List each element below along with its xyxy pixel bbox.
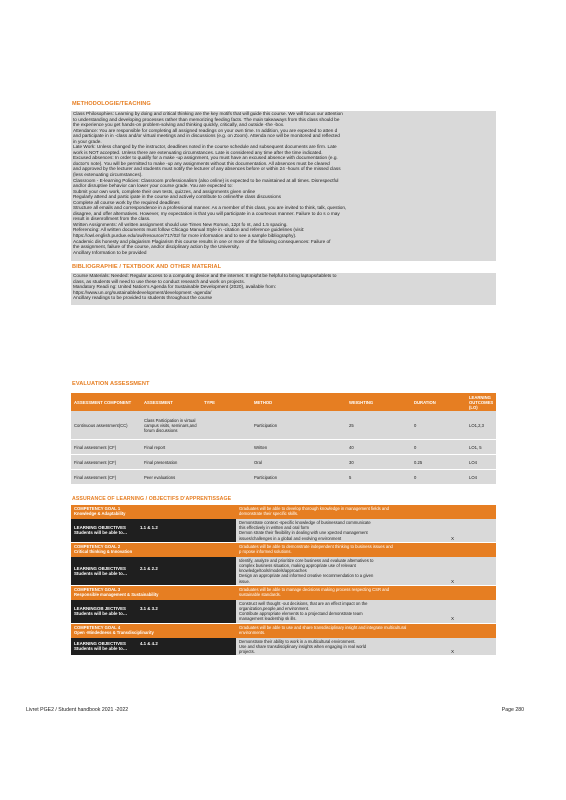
learning-title: ASSURANCE OF LEARNING / OBJECTIFS D'APPRENTISSAGE	[72, 496, 232, 502]
objective-description-line: Construct well thought -out decisions, that are an effect impact on the	[239, 600, 368, 606]
header-duration: DURATION	[411, 393, 466, 411]
header-component: ASSESSMENT COMPONENT	[71, 393, 141, 411]
objective-row	[71, 638, 496, 656]
methodology-line: Complete all course work by the required deadlines	[73, 199, 180, 205]
header-assessment: ASSESSMENT	[141, 393, 201, 411]
goal-cell	[71, 624, 236, 638]
bibliography-line: class, as students will need to use these to conduct research and work on projects.	[73, 278, 245, 284]
objective-description-line: this effectively in written and oral form	[239, 525, 309, 531]
objective-description-line: organization,people,and environment.	[239, 606, 310, 612]
bibliography-line: Course Materials: Needed: Regular access to a computing device and the internet. It might be helpful to bring laptops/tablets to	[73, 273, 337, 278]
objective-description-line: Demonstrate their ability to work in a multicultural environment.	[239, 638, 356, 644]
goal-description	[236, 586, 496, 600]
learning-objectives-table	[71, 505, 496, 656]
goal-row	[71, 505, 496, 519]
evaluation-row	[71, 440, 496, 455]
methodology-line: Academic dis honesty and plagiarism Plagiarism this course results in one or more of the following consequences: Failure of	[73, 238, 331, 244]
objective-numbers: 2.1 & 2.2	[139, 565, 158, 571]
goal-description	[236, 543, 496, 557]
objective-check: X	[448, 638, 496, 656]
methodology-line: the assignment, failure of the course, and/or disciplinary action by the University.	[73, 244, 240, 250]
methodology-line: disagree, and offer alternatives. However, my expectation is that you will participate in a courteous manner. Failure to do s o may	[73, 210, 340, 216]
methodology-line: and participate in in -class and/or virtual meetings and in discussions (e.g. on Zoom). Attenda nce will be monitored and reflected	[73, 133, 340, 139]
goal-description-line: Graduates will be able to develop thorough knowledge in management fields and	[239, 506, 389, 511]
evaluation-cell-assessment: Class Participation in virtual campus visits, seminars,and forum discussions	[141, 411, 201, 440]
methodology-line: Excused absences: In order to qualify for a make -up assignment, you must have an excused absence with documentation (e.g.	[73, 155, 338, 161]
evaluation-cell-lo: LO4	[466, 470, 496, 485]
row-separator-cell	[71, 655, 496, 656]
objective-sublabel: Students will be able to…	[74, 530, 128, 536]
evaluation-cell-type	[201, 411, 251, 440]
methodology-line: Attendance: You are responsible for completing all assigned readings on your own time. In addition, you are expected to atten d	[73, 127, 338, 133]
objective-row	[71, 519, 496, 542]
evaluation-cell-component: Final assessment (CF)	[71, 455, 141, 470]
objective-description-line: Demonstrate context -specific knowledge of businessand communicate	[239, 520, 371, 525]
methodology-line: Structure all emails and correspondence in a professional manner. As a member of this class, you are invited to think, talk, question,	[73, 205, 347, 211]
evaluation-cell-lo: LO1,2,3	[466, 411, 496, 440]
evaluation-cell-component: Continuous assessment(CC)	[71, 411, 141, 440]
goal-description-line: sustainable standards.	[239, 592, 281, 598]
evaluation-cell-duration: 0	[411, 470, 466, 485]
objective-description-line: issues/challenges in a global and evolving environment	[239, 535, 342, 541]
goal-label: COMPETENCY GOAL 4	[74, 624, 121, 630]
header-weighting: WEIGHTING	[346, 393, 411, 411]
methodology-line: doctor's note). You will be permitted to make -up any assignments without this documentation. All absences must be cleared	[73, 160, 330, 166]
bibliography-line: https://www.un.org/sustainabledevelopment/development -agenda/	[73, 289, 212, 295]
evaluation-row	[71, 470, 496, 485]
objective-label: LEARNING OBJECTIVES	[74, 641, 126, 647]
methodology-line: Referencing: All written documents must follow Chicago Manual Style in -citation and reference guidelines (visit:	[73, 227, 305, 233]
goal-description-line: p ropose informed solutions.	[239, 549, 292, 555]
objective-label-cell	[71, 519, 236, 542]
evaluation-cell-duration: 0.25	[411, 455, 466, 470]
methodology-line: and/or disruptive behavior can lower your course grade. You are expected to:	[73, 183, 233, 189]
methodology-line: to understanding and developing processes rather than memorizing feeding facts. The main takeaways from this class should be	[73, 116, 340, 122]
footer-left: Livret PGE2 / Student handbook 2021 -2022	[26, 707, 129, 713]
evaluation-cell-method: Written	[251, 440, 346, 455]
goal-subtitle: Knowledge & Adaptability	[74, 511, 126, 517]
objective-check: X	[448, 557, 496, 585]
header-type: TYPE	[201, 393, 251, 411]
goal-subtitle: Critical thinking & Innovation	[74, 549, 133, 555]
evaluation-cell-method: Participation	[251, 470, 346, 485]
objective-check: X	[448, 600, 496, 623]
objective-description-line: projects.	[239, 649, 255, 655]
objective-description	[236, 600, 448, 623]
evaluation-cell-assessment: Final presentation	[141, 455, 201, 470]
goal-description-line: Graduates will be able to demonstrate independent thinking to business issues and	[239, 543, 393, 549]
evaluation-cell-duration: 0	[411, 440, 466, 455]
objective-description	[236, 519, 448, 542]
objective-sublabel: Students will be able to…	[74, 611, 128, 617]
methodology-line: and approved by the lecturer and students must notify the lecturer of any absences before or within 24 -hours of the missed class	[73, 166, 341, 172]
objective-numbers: 4.1 & 4.2	[139, 641, 158, 647]
goal-row	[71, 624, 496, 638]
evaluation-cell-weight: 5	[346, 470, 411, 485]
evaluation-cell-assessment: Peer evaluations	[141, 470, 201, 485]
goal-subtitle: Responsible management & Sustainability	[74, 592, 159, 598]
methodology-line: (less extenuating circumstances).	[73, 172, 143, 178]
methodology-title: METHODOLOGIE/TEACHING	[72, 101, 151, 107]
objective-description-line: Identify, analyze and prioritize core business and evaluate alternatives to	[239, 557, 374, 563]
evaluation-row	[71, 455, 496, 470]
evaluation-title: EVALUATION ASSESSMENT	[72, 381, 150, 387]
objective-sublabel: Students will be able to…	[74, 646, 128, 652]
methodology-line: https://owl.english.purdue.edu/owl/resource/717/02/ for more information and to see a sample bibliography).	[73, 233, 297, 239]
objective-label: LEARNING OBJECTIVES	[74, 525, 126, 531]
evaluation-cell-type	[201, 440, 251, 455]
objective-description-line: issue.	[239, 578, 250, 584]
methodology-line: the experience you get hands-on problem-solving and thinking quickly, critically, and outside -the -box.	[73, 122, 285, 128]
evaluation-cell-duration: 0	[411, 411, 466, 440]
evaluation-cell-method: Participation	[251, 411, 346, 440]
methodology-line: result in disenrollment from the class.	[73, 216, 151, 222]
goal-description	[236, 505, 496, 519]
evaluation-cell-type	[201, 470, 251, 485]
header-method: METHOD	[251, 393, 346, 411]
objective-label-cell	[71, 600, 236, 623]
goal-description-line: Graduates will be able to use and share transdisciplinary insight and integrate multicultural	[239, 624, 407, 630]
row-separator	[71, 655, 496, 656]
objective-label-cell	[71, 557, 236, 585]
evaluation-cell-weight: 40	[346, 440, 411, 455]
objective-description	[236, 557, 448, 585]
goal-cell	[71, 505, 236, 519]
objective-row	[71, 557, 496, 585]
goal-row	[71, 543, 496, 557]
objective-description	[236, 638, 448, 656]
goal-label: COMPETENCY GOAL 3	[74, 586, 121, 592]
evaluation-cell-type	[201, 455, 251, 470]
header-learning-outcomes: LEARNING OUTCOMES (LO)	[466, 393, 496, 411]
methodology-line: Ancillary Information to be provided	[73, 249, 147, 255]
objective-check: X	[448, 519, 496, 542]
objective-label: LEARNING OBJECTIVES	[74, 565, 126, 571]
evaluation-cell-assessment: Final report	[141, 440, 201, 455]
methodology-line: Classroom - E-learning Policies: Classroom professionalism (also online) is expected to be maintained at all times. Disrespectful	[73, 177, 339, 183]
evaluation-cell-weight: 25	[346, 411, 411, 440]
page-number: Page 280	[501, 707, 524, 713]
bibliography-line: Ancillary readings to be provided to students throughout the course	[73, 295, 213, 301]
evaluation-table	[71, 393, 496, 485]
bibliography-line: Mandatory Readi ng: United Nation's Agenda for Sustainable Development (2020), available from:	[73, 284, 277, 290]
objective-description-line: Demon strate their flexibility in dealing with une xpected management	[239, 530, 368, 536]
objective-description-line: complex business situation, making appropriate use of relevant	[239, 563, 356, 569]
objective-description-line: Use and share transdisciplinary insights when engaging in real world	[239, 643, 367, 649]
evaluation-cell-component: Final assessment (CF)	[71, 470, 141, 485]
goal-description-line: Graduates will be able to manage decisions making process respecting CSR and	[239, 586, 390, 592]
objective-label-cell	[71, 638, 236, 656]
goal-label: COMPETENCY GOAL 1	[74, 506, 121, 511]
goal-description-line: demonstrate their specific skills.	[239, 511, 299, 517]
bibliography-box	[71, 273, 496, 305]
goal-cell	[71, 543, 236, 557]
goal-description-line: environments.	[239, 629, 266, 635]
methodology-line: Written Assignments: All written assignment should use Times New Roman, 12pt fo nt, and 1.5 spacing.	[73, 221, 288, 227]
objective-label: LEARNINGOB JECTIVES	[74, 606, 126, 612]
evaluation-header-row	[71, 393, 496, 411]
objective-numbers: 3.1 & 3.2	[139, 606, 158, 612]
objective-numbers: 1.1 & 1.2	[139, 525, 158, 531]
objective-description-line: knowledge/tools/models/approaches	[239, 568, 307, 574]
methodology-line: Class Philosophies: Learning by doing and critical thinking are the key motifs that will guide this course. We will focus our attention	[73, 111, 343, 116]
objective-description-line: Design an appropriate and informed creative recommendation to a given	[239, 573, 374, 579]
methodology-line: Regularly attend and partic ipate in the course and actively contribute to online/the class discussions	[73, 194, 281, 200]
objective-sublabel: Students will be able to…	[74, 570, 128, 576]
objective-description-line: Contribute appropriate elements to a projectand demonstrate team	[239, 611, 363, 617]
goal-label: COMPETENCY GOAL 2	[74, 543, 121, 549]
bibliography-title: BIBLIOGRAPHIE / TEXTBOOK AND OTHER MATERIAL	[72, 264, 222, 270]
methodology-line: Late Work: Unless changed by the instructor, deadlines noted in the course schedule and subsequent documents are firm. Late	[73, 144, 337, 150]
evaluation-cell-lo: LO4	[466, 455, 496, 470]
evaluation-row	[71, 411, 496, 440]
evaluation-cell-method: Oral	[251, 455, 346, 470]
methodology-box	[71, 111, 496, 261]
goal-subtitle: Open -Mindedness & Transdisciplinarity	[74, 629, 154, 635]
evaluation-cell-weight: 30	[346, 455, 411, 470]
methodology-line: Submit your own work, complete their own tests, quizzes, and assignments given online	[73, 188, 256, 194]
methodology-line: in your grade.	[73, 138, 102, 144]
goal-row	[71, 586, 496, 600]
objective-row	[71, 600, 496, 623]
methodology-line: work is NOT accepted. Unless there are extenuating circumstances. Late is considered any time after the time indicated.	[73, 149, 323, 155]
evaluation-cell-lo: LO1, 5	[466, 440, 496, 455]
evaluation-cell-component: Final assessment (CF)	[71, 440, 141, 455]
goal-description	[236, 624, 496, 638]
goal-cell	[71, 586, 236, 600]
objective-description-line: management leadership sk ills.	[239, 616, 297, 622]
